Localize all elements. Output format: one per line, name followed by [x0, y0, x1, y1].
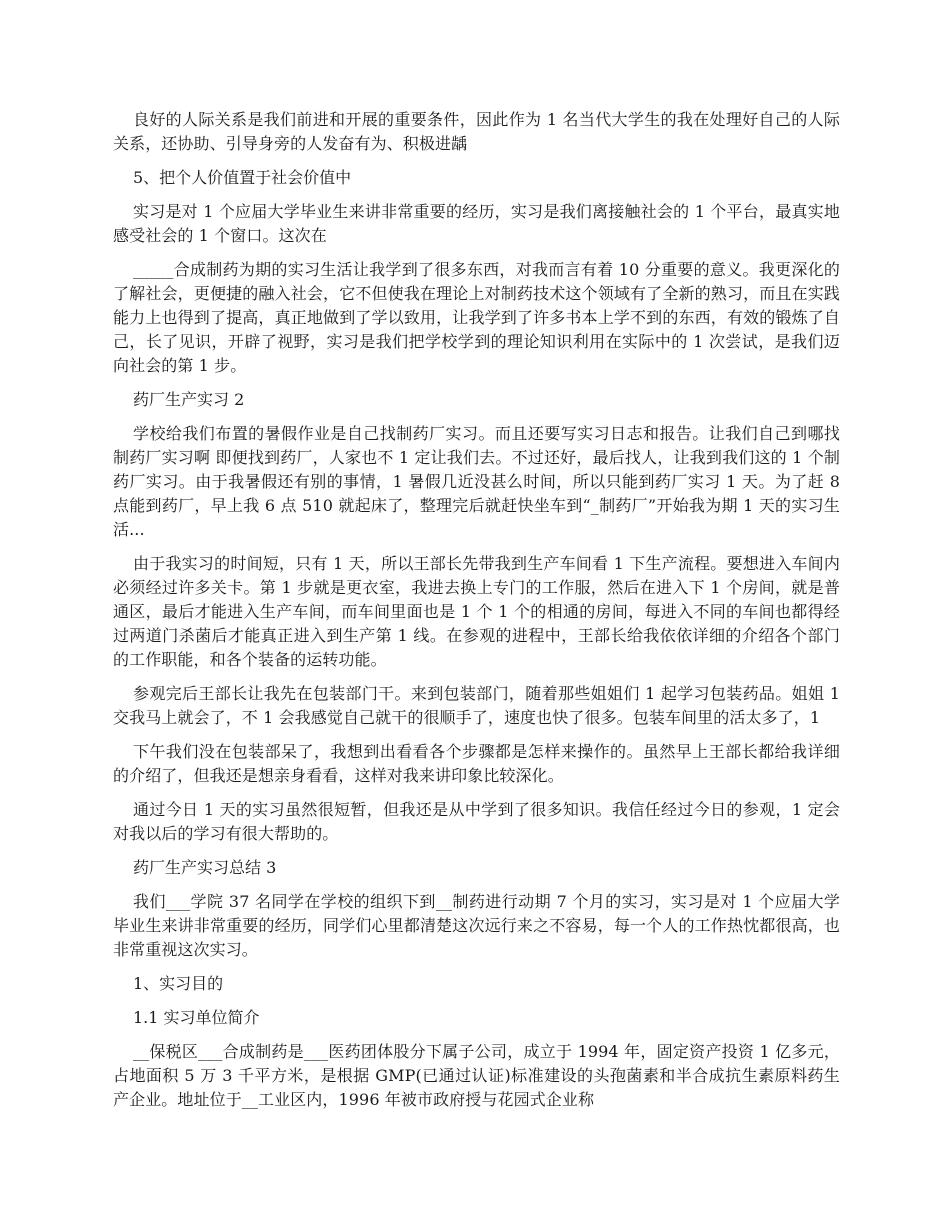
heading-internship-2: 药厂生产实习 2: [133, 390, 245, 409]
paragraph-college-students: 我们___学院 37 名同学在学校的组织下到__制药进行动期 7 个月的实习，实习是对 1 个应届大学毕业生来讲非常重要的经历，同学们心里都清楚这次远行来之不容易，每一个人的工作热忱都很高，也非常重视这次实习。: [113, 892, 840, 959]
heading-internship-purpose: 1、实习目的: [133, 974, 224, 993]
heading-personal-value: 5、把个人价值置于社会价值中: [133, 168, 352, 187]
paragraph-packaging: 参观完后王部长让我先在包装部门干。来到包装部门，随着那些姐姐们 1 起学习包装药品。姐姐 1 交我马上就会了，不 1 会我感觉自己就干的很顺手了，速度也快了很多。包装车间里的活太多了，1: [113, 684, 840, 727]
paragraph-summer-homework: 学校给我们布置的暑假作业是自己找制药厂实习。而且还要写实习日志和报告。让我们自己到哪找制药厂实习啊 即便找到药厂，人家也不 1 定让我们去。不过还好，最后找人，让我到我们这的 1 个制药厂实习。由于我暑假还有别的事情，1 暑假几近没甚么时间，所以只能到药厂实习 1 天。为了赶 8 点能到药厂，早上我 6 点 510 就起床了，整理完后就赶快坐车到“_制药厂”开始我为期 1 天的实习生活...: [113, 424, 840, 539]
paragraph-workshop-tour: 由于我实习的时间短，只有 1 天，所以王部长先带我到生产车间看 1 下生产流程。要想进入车间内必须经过许多关卡。第 1 步就是更衣室，我进去换上专门的工作服，然后在进入下 1 个房间，就是普通区，最后才能进入生产车间，而车间里面也是 1 个 1 个的相通的房间，每进入不同的车间也都得经过两道门杀菌后才能真正进入到生产第 1 线。在参观的进程中，王部长给我依依详细的介绍各个部门的工作职能，和各个装备的运转功能。: [113, 554, 840, 669]
heading-company-intro: 1.1 实习单位简介: [133, 1008, 260, 1027]
paragraph-afternoon: 下午我们没在包装部呆了，我想到出看看各个步骤都是怎样来操作的。虽然早上王部长都给我详细的介绍了，但我还是想亲身看看，这样对我来讲印象比较深化。: [113, 742, 840, 785]
paragraph-conclusion: 通过今日 1 天的实习虽然很短暂，但我还是从中学到了很多知识。我信任经过今日的参观，1 定会对我以后的学习有很大帮助的。: [113, 800, 840, 843]
paragraph-interpersonal: 良好的人际关系是我们前进和开展的重要条件，因此作为 1 名当代大学生的我在处理好自己的人际关系，还协助、引导身旁的人发奋有为、积极进龋: [113, 110, 840, 153]
paragraph-internship-importance: 实习是对 1 个应届大学毕业生来讲非常重要的经历，实习是我们离接触社会的 1 个平台，最真实地感受社会的 1 个窗口。这次在: [113, 202, 840, 245]
paragraph-synthesis-pharma: _____合成制药为期的实习生活让我学到了很多东西，对我而言有着 10 分重要的意义。我更深化的了解社会，更便捷的融入社会，它不但使我在理论上对制药技术这个领域有了全新的熟习，而且在实践能力上也得到了提高，真正地做到了学以致用，让我学到了许多书本上学不到的东西，有效的锻炼了自己，长了见识，开辟了视野，实习是我们把学校学到的理论知识利用在实际中的 1 次尝试，是我们迈向社会的第 1 步。: [113, 260, 840, 375]
paragraph-company-details: __保税区___合成制药是___医药团体股分下属子公司，成立于 1994 年，固定资产投资 1 亿多元，占地面积 5 万 3 千平方米，是根据 GMP(已通过认证)标准建设的头孢菌素和半合成抗生素原料药生产企业。地址位于__工业区内，1996 年被市政府授与花园式企业称: [113, 1042, 840, 1109]
document-page: [113, 108, 840, 1122]
heading-internship-summary-3: 药厂生产实习总结 3: [133, 858, 277, 877]
